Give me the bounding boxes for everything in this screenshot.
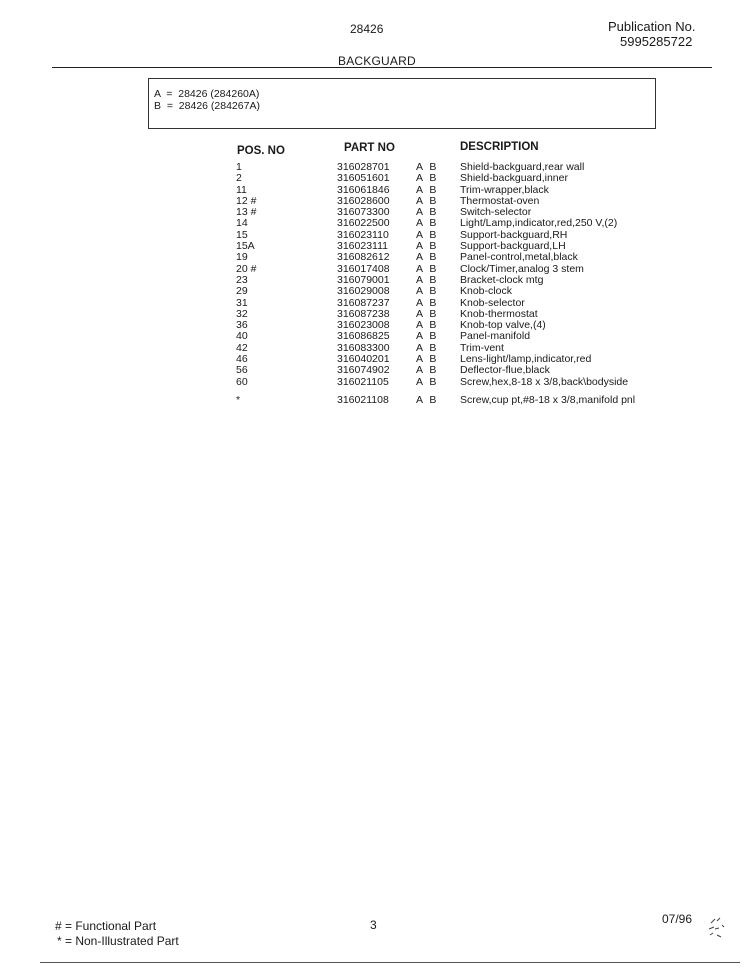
- part-models: A B: [416, 330, 439, 343]
- column-header-description: DESCRIPTION: [460, 141, 539, 153]
- part-models: A B: [416, 240, 439, 253]
- part-description: Shield-backguard,inner: [460, 172, 568, 185]
- part-position: 36: [236, 319, 248, 332]
- part-number: 316023110: [337, 228, 389, 241]
- part-number: 316082612: [337, 251, 390, 264]
- part-description: Switch-selector: [460, 206, 532, 219]
- part-position: 23: [236, 273, 248, 286]
- part-position: 40: [236, 330, 248, 343]
- part-number: 316079001: [337, 273, 390, 286]
- part-number: 316021105: [337, 375, 389, 388]
- part-description: Bracket-clock mtg: [460, 273, 544, 286]
- part-description: Deflector-flue,black: [460, 364, 550, 377]
- part-models: A B: [416, 375, 439, 388]
- part-number: 316083300: [337, 341, 390, 354]
- parts-row: [0, 173, 750, 184]
- part-position: 42: [236, 341, 248, 354]
- part-position: 60: [236, 375, 248, 388]
- part-models: A B: [416, 307, 439, 320]
- part-description: Thermostat-oven: [460, 194, 540, 207]
- part-models: A B: [416, 262, 439, 275]
- part-position: 32: [236, 307, 248, 320]
- part-description: Panel-manifold: [460, 330, 531, 343]
- part-number: 316022500: [337, 217, 390, 230]
- part-number: 316021108: [337, 393, 389, 406]
- part-description: Trim-wrapper,black: [460, 183, 549, 196]
- parts-list: [0, 162, 750, 406]
- part-models: A B: [416, 319, 439, 332]
- part-position: 11: [236, 183, 247, 196]
- column-header-pos: POS. NO: [237, 145, 285, 157]
- part-description: Light/Lamp,indicator,red,250 V,(2): [460, 217, 618, 230]
- parts-row: [0, 395, 750, 406]
- part-description: Trim-vent: [460, 341, 504, 354]
- parts-row: [0, 252, 750, 263]
- part-position: 29: [236, 285, 248, 298]
- part-models: A B: [416, 161, 439, 173]
- part-number: 316087237: [337, 296, 390, 309]
- functional-part-note: # = Functional Part: [55, 919, 157, 933]
- part-description: Knob-clock: [460, 285, 512, 298]
- part-number: 316023008: [337, 319, 390, 332]
- part-description: Knob-selector: [460, 296, 525, 309]
- part-position: 56: [236, 364, 248, 377]
- date-code: 07/96: [662, 912, 693, 926]
- corner-scan-mark-icon: [705, 915, 727, 941]
- part-number: 316028701: [337, 161, 390, 173]
- part-number: 316051601: [337, 172, 390, 185]
- part-models: A B: [416, 206, 439, 219]
- part-position: 1: [236, 161, 242, 173]
- part-number: 316074902: [337, 364, 390, 377]
- page-number: 3: [370, 918, 377, 932]
- non-illustrated-part-note: * = Non-Illustrated Part: [57, 934, 179, 948]
- part-description: Screw,hex,8-18 x 3/8,back\bodyside: [460, 375, 629, 388]
- part-position: 12 #: [236, 194, 257, 207]
- part-description: Panel-control,metal,black: [460, 251, 578, 264]
- part-models: A B: [416, 364, 439, 377]
- part-position: 13 #: [236, 206, 257, 219]
- part-models: A B: [416, 172, 439, 185]
- header-divider: [52, 67, 712, 68]
- section-title: BACKGUARD: [338, 54, 416, 68]
- parts-row: [0, 286, 750, 297]
- model-number: 28426: [350, 22, 384, 36]
- publication-label: Publication No.: [608, 19, 696, 34]
- part-models: A B: [416, 228, 439, 241]
- part-position: 19: [236, 251, 248, 264]
- part-models: A B: [416, 273, 439, 286]
- parts-row: [0, 365, 750, 376]
- part-position: 46: [236, 353, 248, 366]
- part-models: A B: [416, 285, 439, 298]
- part-position: 2: [236, 172, 242, 185]
- part-number: 316061846: [337, 183, 390, 196]
- part-description: Knob-top valve,(4): [460, 319, 546, 332]
- part-models: A B: [416, 393, 439, 406]
- part-description: Shield-backguard,rear wall: [460, 161, 585, 173]
- part-number: 316023111: [337, 240, 388, 253]
- part-models: A B: [416, 194, 439, 207]
- part-models: A B: [416, 183, 439, 196]
- part-description: Support-backguard,LH: [460, 240, 566, 253]
- parts-row: [0, 377, 750, 388]
- part-position: *: [236, 393, 241, 406]
- part-description: Clock/Timer,analog 3 stem: [460, 262, 584, 275]
- part-number: 316087238: [337, 307, 390, 320]
- footer-divider: [40, 962, 740, 963]
- part-number: 316028600: [337, 194, 390, 207]
- part-number: 316086825: [337, 330, 390, 343]
- part-number: 316029008: [337, 285, 390, 298]
- part-models: A B: [416, 296, 439, 309]
- publication-number: 5995285722: [620, 34, 693, 49]
- part-description: Support-backguard,RH: [460, 228, 568, 241]
- part-position: 14: [236, 217, 248, 230]
- part-models: A B: [416, 353, 439, 366]
- part-models: A B: [416, 251, 439, 264]
- part-number: 316017408: [337, 262, 390, 275]
- column-header-part: PART NO: [344, 142, 395, 154]
- part-position: 15: [236, 228, 248, 241]
- part-description: Lens-light/lamp,indicator,red: [460, 353, 592, 366]
- part-number: 316040201: [337, 353, 390, 366]
- part-description: Knob-thermostat: [460, 307, 538, 320]
- part-number: 316073300: [337, 206, 390, 219]
- part-position: 15A: [236, 240, 255, 253]
- part-models: A B: [416, 341, 439, 354]
- legend-line-b: B = 28426 (284267A): [154, 100, 260, 112]
- part-models: A B: [416, 217, 439, 230]
- legend-line-a: A = 28426 (284260A): [154, 88, 260, 100]
- part-description: Screw,cup pt,#8-18 x 3/8,manifold pnl: [460, 393, 636, 406]
- part-position: 20 #: [236, 262, 257, 275]
- part-position: 31: [236, 296, 248, 309]
- model-legend-box: [148, 78, 656, 129]
